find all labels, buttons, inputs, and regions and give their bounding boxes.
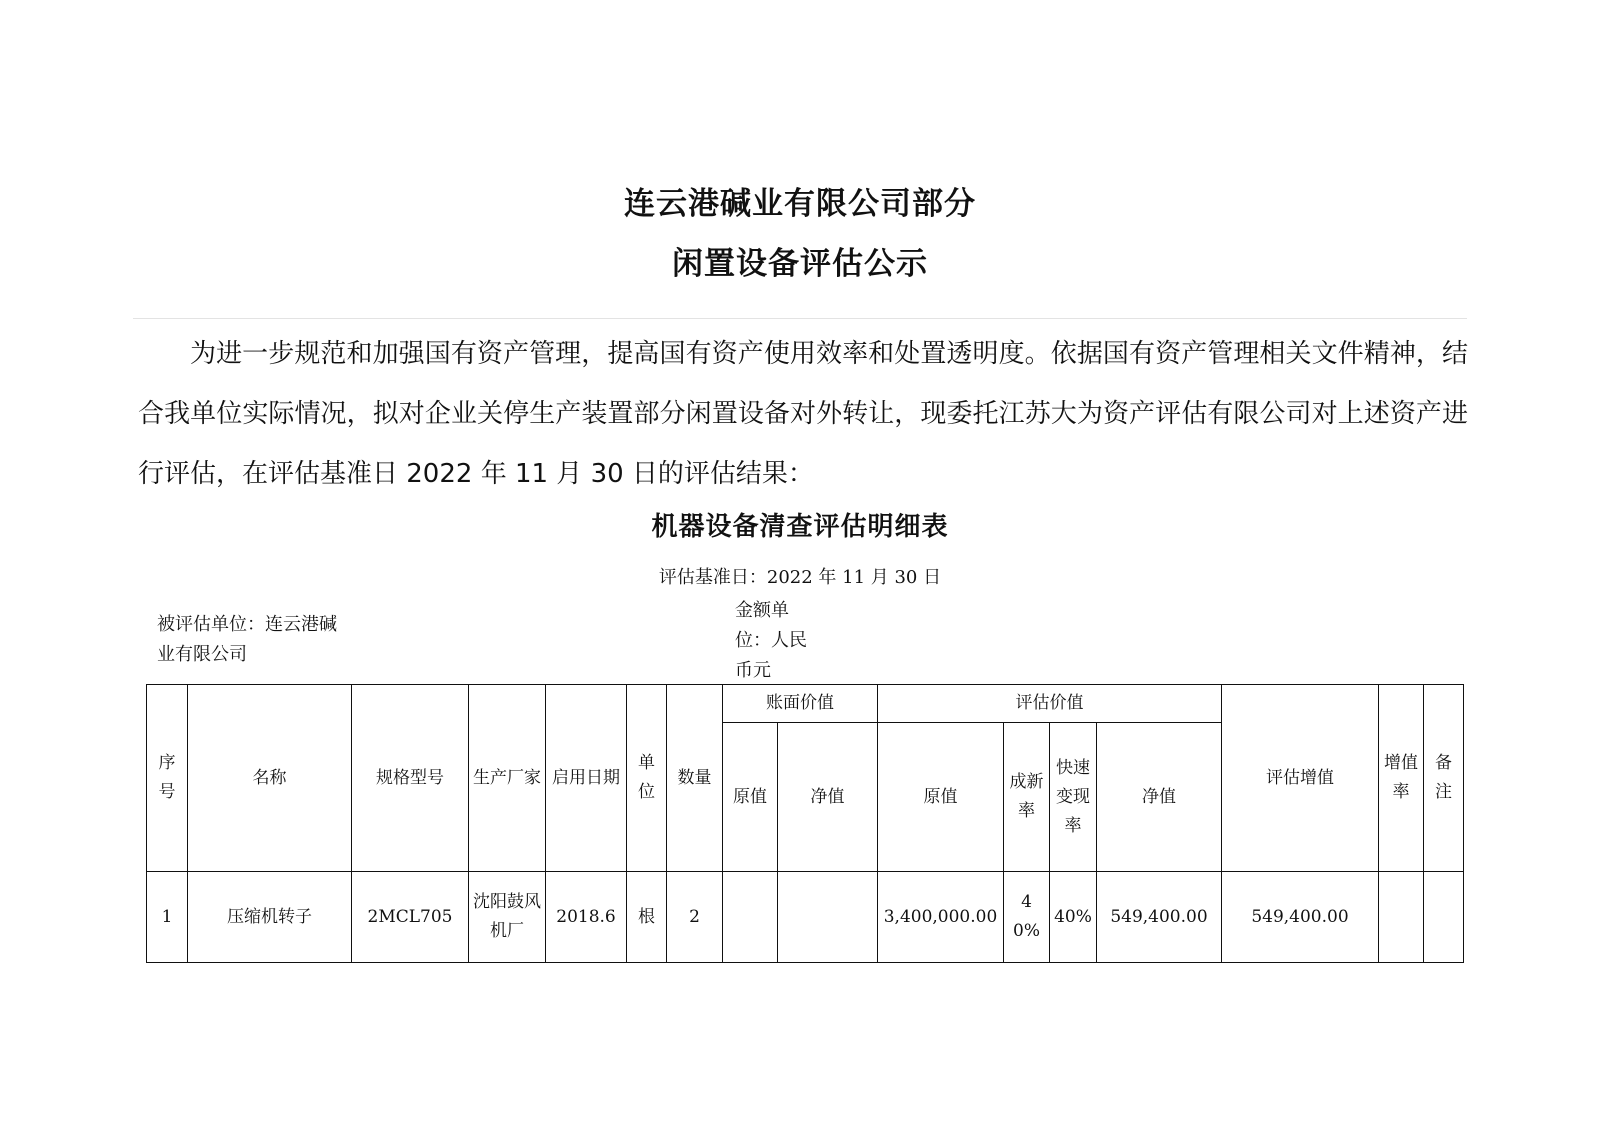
cell-qty: 2 bbox=[667, 872, 723, 963]
page-title-line2: 闲置设备评估公示 bbox=[672, 246, 928, 282]
cell-maker: 沈阳鼓风机厂 bbox=[469, 872, 546, 963]
col-header-newness-rate: 成新率 bbox=[1004, 723, 1050, 872]
col-header-remarks: 备注 bbox=[1424, 685, 1464, 872]
equipment-table bbox=[146, 684, 1464, 963]
cell-book-original bbox=[723, 872, 778, 963]
table-title: 机器设备清查评估明细表 bbox=[651, 512, 949, 542]
table-header-row-1 bbox=[147, 685, 1464, 723]
cell-newness-rate: 40% bbox=[1004, 872, 1050, 963]
intro-paragraph: 为进一步规范和加强国有资产管理，提高国有资产使用效率和处置透明度。依据国有资产管理相关文件精神，结合我单位实际情况，拟对企业关停生产装置部分闲置设备对外转让，现委托江苏大为资产评估有限公司对上述资产进行评估，在评估基准日 2022 年 11 月 30 日的评估结果： bbox=[138, 339, 1468, 489]
cell-increase-rate bbox=[1379, 872, 1424, 963]
cell-seq: 1 bbox=[147, 872, 188, 963]
page-title-line1: 连云港碱业有限公司部分 bbox=[624, 186, 976, 222]
col-header-eval-original: 原值 bbox=[878, 723, 1004, 872]
cell-remarks bbox=[1424, 872, 1464, 963]
col-header-quick-realization-rate: 快速变现率 bbox=[1050, 723, 1097, 872]
cell-start-date: 2018.6 bbox=[546, 872, 627, 963]
cell-unit: 根 bbox=[627, 872, 667, 963]
cell-eval-increase: 549,400.00 bbox=[1222, 872, 1379, 963]
assessed-unit: 被评估单位：连云港碱业有限公司 bbox=[157, 614, 337, 665]
col-header-eval-value: 评估价值 bbox=[878, 685, 1222, 723]
cell-quick-realization-rate: 40% bbox=[1050, 872, 1097, 963]
divider bbox=[133, 318, 1467, 319]
col-header-increase-rate: 增值率 bbox=[1379, 685, 1424, 872]
cell-eval-original: 3,400,000.00 bbox=[878, 872, 1004, 963]
table-row bbox=[147, 872, 1464, 963]
col-header-book-net: 净值 bbox=[778, 723, 878, 872]
cell-book-net bbox=[778, 872, 878, 963]
col-header-qty: 数量 bbox=[667, 685, 723, 872]
col-header-seq: 序号 bbox=[147, 685, 188, 872]
col-header-eval-increase: 评估增值 bbox=[1222, 685, 1379, 872]
col-header-book-value: 账面价值 bbox=[723, 685, 878, 723]
col-header-spec: 规格型号 bbox=[352, 685, 469, 872]
col-header-eval-net: 净值 bbox=[1097, 723, 1222, 872]
col-header-maker: 生产厂家 bbox=[469, 685, 546, 872]
col-header-start-date: 启用日期 bbox=[546, 685, 627, 872]
base-date: 评估基准日：2022 年 11 月 30 日 bbox=[658, 567, 942, 588]
cell-name: 压缩机转子 bbox=[188, 872, 352, 963]
col-header-unit: 单位 bbox=[627, 685, 667, 872]
amount-unit: 金额单位：人民币元 bbox=[735, 600, 807, 681]
cell-eval-net: 549,400.00 bbox=[1097, 872, 1222, 963]
col-header-book-original: 原值 bbox=[723, 723, 778, 872]
col-header-name: 名称 bbox=[188, 685, 352, 872]
cell-spec: 2MCL705 bbox=[352, 872, 469, 963]
